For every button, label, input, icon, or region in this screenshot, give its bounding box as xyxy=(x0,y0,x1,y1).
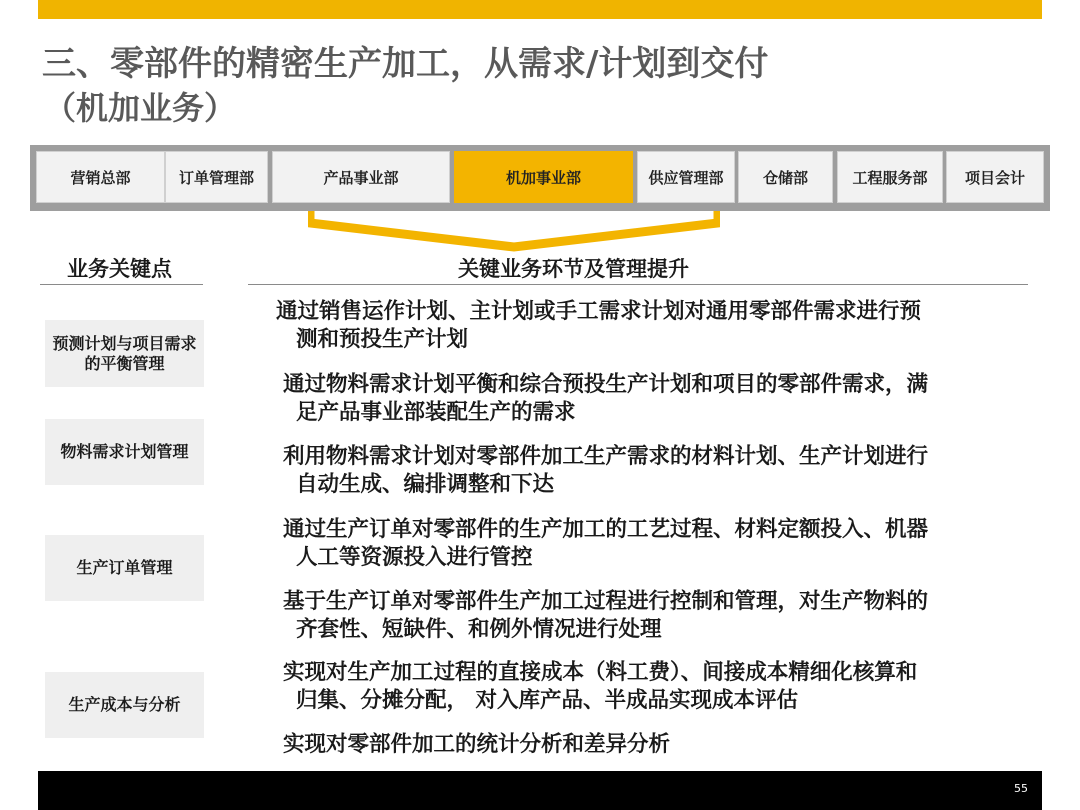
process-item xyxy=(283,371,928,427)
page-title: 三、零部件的精密生产加工，从需求/计划到交付 xyxy=(42,44,769,84)
dept-tab-supply-management[interactable] xyxy=(637,151,735,203)
process-item-line1: 通过物料需求计划平衡和综合预投生产计划和项目的零部件需求，满 xyxy=(283,372,929,397)
page-subtitle: （机加业务） xyxy=(44,89,237,127)
process-item xyxy=(283,516,928,572)
dept-tab-label: 工程服务部 xyxy=(852,168,928,187)
process-item-line1: 通过销售运作计划、主计划或手工需求计划对通用零部件需求进行预 xyxy=(276,299,922,324)
key-point-label: 生产成本与分析 xyxy=(68,695,181,714)
process-item-line2: 齐套性、短缺件、和例外情况进行处理 xyxy=(296,617,662,642)
left-column-rule xyxy=(40,284,203,285)
key-point-production-cost xyxy=(45,672,204,738)
key-point-label: 物料需求计划管理 xyxy=(60,442,189,461)
dept-tab-label: 订单管理部 xyxy=(178,168,254,187)
process-item-line2: 足产品事业部装配生产的需求 xyxy=(296,400,576,425)
process-item-line2: 人工等资源投入进行管控 xyxy=(296,545,533,570)
process-item xyxy=(283,588,928,644)
page-number: 55 xyxy=(1014,782,1028,795)
process-item-line2: 自动生成、编排调整和下达 xyxy=(296,472,555,497)
process-item-line2: 归集、分摊分配， 对入库产品、半成品实现成本评估 xyxy=(296,688,798,713)
right-column-header: 关键业务环节及管理提升 xyxy=(458,257,689,281)
dept-tab-warehouse[interactable] xyxy=(738,151,833,203)
process-item-line1: 实现对生产加工过程的直接成本（料工费）、间接成本精细化核算和 xyxy=(283,660,918,685)
dept-tab-label: 营销总部 xyxy=(70,168,131,187)
process-item xyxy=(283,659,917,715)
dept-tab-marketing[interactable] xyxy=(36,151,165,203)
dept-tab-label: 供应管理部 xyxy=(648,168,724,187)
process-item-line1: 利用物料需求计划对零部件加工生产需求的材料计划、生产计划进行 xyxy=(283,444,929,469)
dept-tab-product-division[interactable] xyxy=(272,151,450,203)
process-item-line2: 测和预投生产计划 xyxy=(296,327,469,352)
dept-tab-label: 项目会计 xyxy=(964,168,1025,187)
process-item-line1: 基于生产订单对零部件生产加工过程进行控制和管理，对生产物料的 xyxy=(283,589,929,614)
dept-tab-label: 机加事业部 xyxy=(505,168,581,187)
process-item xyxy=(276,298,921,354)
key-point-label: 生产订单管理 xyxy=(76,558,173,577)
top-accent-bar xyxy=(38,0,1042,19)
key-point-production-order xyxy=(45,535,204,601)
dept-tab-machining-division[interactable] xyxy=(454,151,633,203)
key-point-mrp-management xyxy=(45,419,204,485)
key-point-forecast-balance xyxy=(45,320,204,387)
process-item-line1: 通过生产订单对零部件的生产加工的工艺过程、材料定额投入、机器 xyxy=(283,517,929,542)
key-point-label: 预测计划与项目需求的平衡管理 xyxy=(52,333,197,373)
dept-tab-label: 仓储部 xyxy=(762,168,808,187)
process-item-line1: 实现对零部件加工的统计分析和差异分析 xyxy=(283,732,671,757)
dept-tab-label: 产品事业部 xyxy=(323,168,399,187)
footer-bar xyxy=(38,771,1042,810)
process-item xyxy=(283,731,670,759)
right-column-rule xyxy=(248,284,1028,285)
process-item xyxy=(283,443,928,499)
dept-tab-order-management[interactable] xyxy=(165,151,268,203)
dept-tab-engineering-service[interactable] xyxy=(837,151,943,203)
left-column-header: 业务关键点 xyxy=(67,257,172,281)
funnel-bracket-icon xyxy=(308,209,720,253)
dept-tab-project-accounting[interactable] xyxy=(946,151,1044,203)
